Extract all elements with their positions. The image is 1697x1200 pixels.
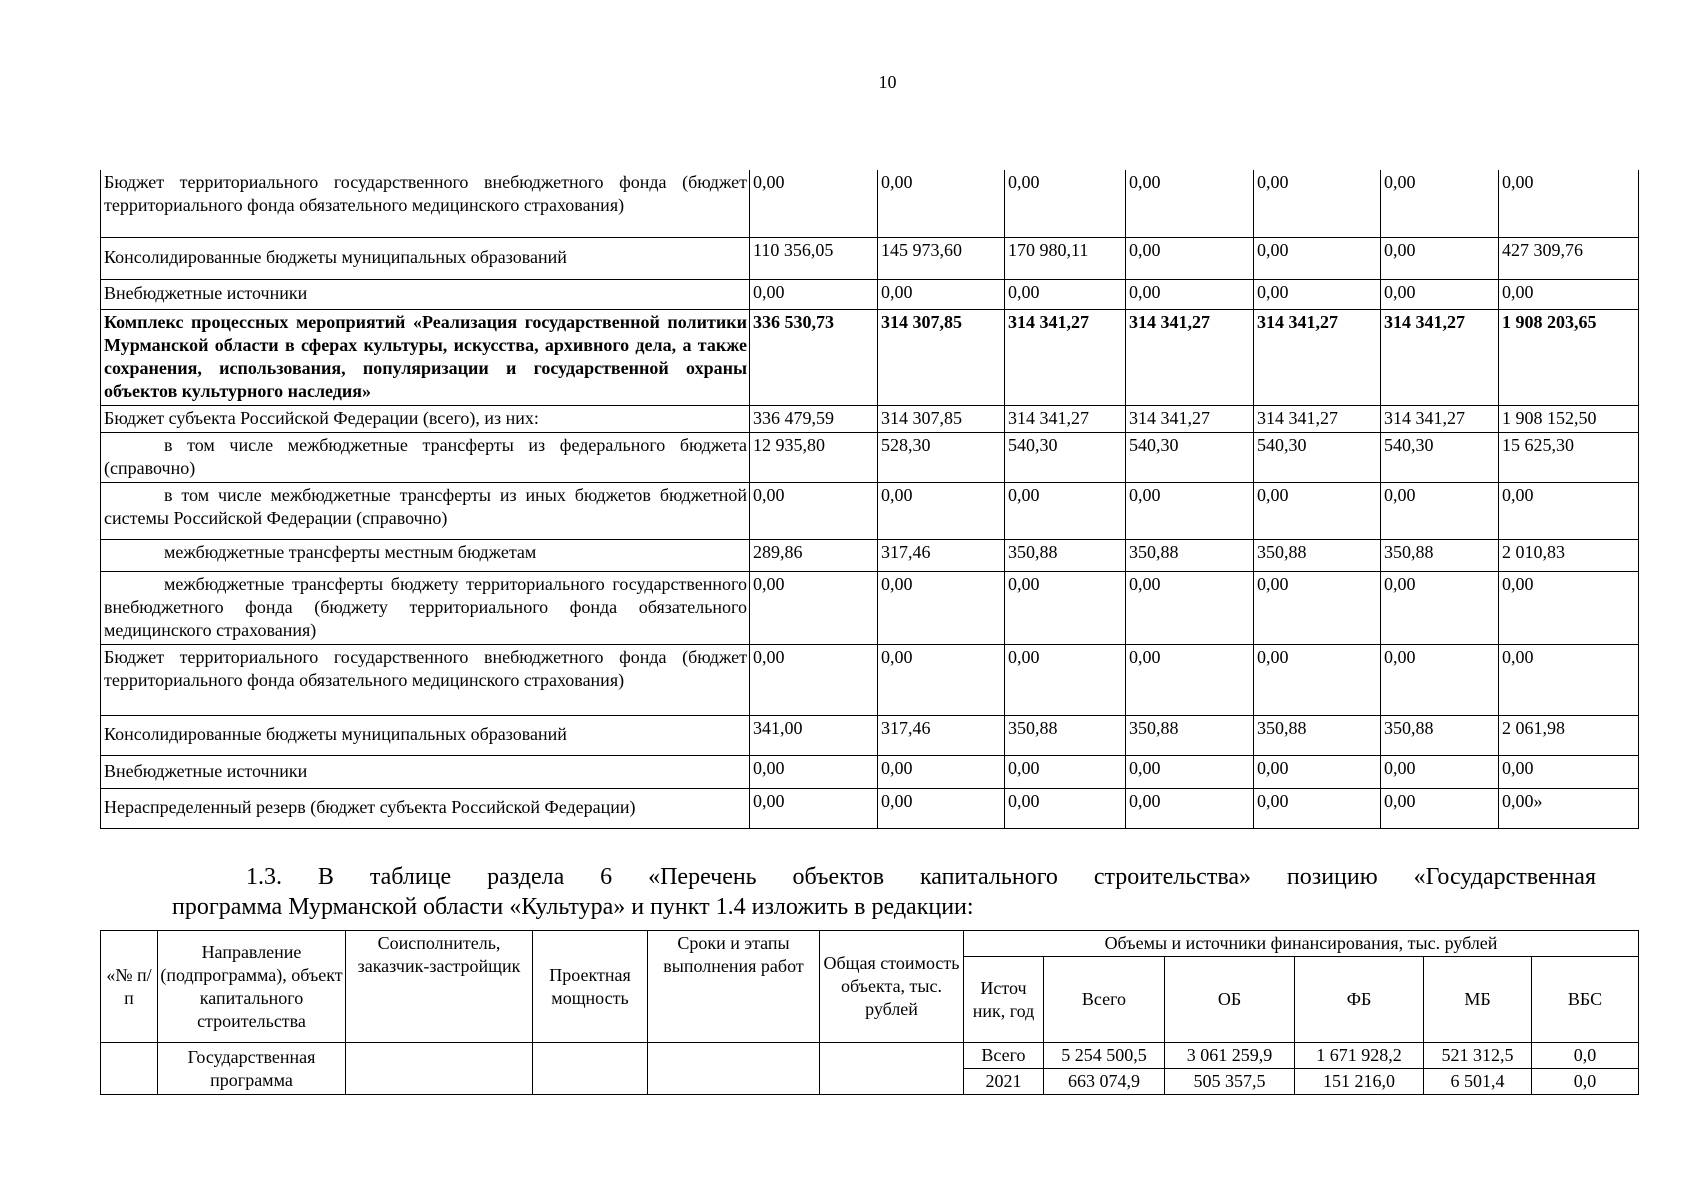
row-value: 314 341,27 [1126, 309, 1254, 405]
capital-header-row-1 [101, 931, 1639, 957]
row-value: 0,00 [1254, 482, 1381, 539]
financing-row [101, 309, 1639, 405]
row-value: 0,00 [750, 644, 878, 715]
row-value: 540,30 [1381, 432, 1499, 482]
row-value: 350,88 [1126, 715, 1254, 755]
row-value: 0,00 [878, 170, 1005, 237]
row-value: 0,00 [1381, 170, 1499, 237]
header-fb: ФБ [1295, 957, 1424, 1043]
financing-row [101, 170, 1639, 237]
row-value: 0,00 [1005, 755, 1126, 788]
financing-row [101, 788, 1639, 828]
page-number: 10 [878, 72, 897, 92]
row-value: 0,00 [750, 571, 878, 644]
financing-row [101, 571, 1639, 644]
row-value: 540,30 [1005, 432, 1126, 482]
row-value: 0,00 [1126, 571, 1254, 644]
row-label: Бюджет территориального государственного внебюджетного фонда (бюджет территориального фонда обязательного медицинского страхования) [101, 170, 750, 237]
row-value: 0,00 [1126, 755, 1254, 788]
row-label: межбюджетные трансферты бюджету территориального государственного внебюджетного фонда (бюджету территориального фонда обязательного медицинского страхования) [101, 571, 750, 644]
header-ob: ОБ [1165, 957, 1295, 1043]
row-value: 0,00 [878, 755, 1005, 788]
row-value: 0,00 [1005, 170, 1126, 237]
row-value: 0,00 [878, 788, 1005, 828]
row-value: 0,00 [878, 279, 1005, 309]
financing-row [101, 405, 1639, 432]
row-value: 540,30 [1126, 432, 1254, 482]
financing-table [100, 170, 1639, 829]
row-value: 0,00 [1254, 755, 1381, 788]
row-value: 314 307,85 [878, 309, 1005, 405]
row-value: 0,00 [1381, 644, 1499, 715]
row-value: 314 341,27 [1005, 405, 1126, 432]
row-value: 314 341,27 [1005, 309, 1126, 405]
row-value: 0,00 [750, 788, 878, 828]
cell-ob: 505 357,5 [1165, 1069, 1295, 1095]
cell-ob: 3 061 259,9 [1165, 1043, 1295, 1069]
cell-coexecutor [346, 1043, 533, 1095]
row-value: 0,00 [1381, 279, 1499, 309]
cell-fb: 1 671 928,2 [1295, 1043, 1424, 1069]
row-value: 2 010,83 [1499, 539, 1639, 571]
paragraph-line-1: 1.3. В таблице раздела 6 «Перечень объектов капитального строительства» позицию «Государственная [246, 864, 1596, 890]
row-value: 0,00 [750, 482, 878, 539]
row-value: 317,46 [878, 715, 1005, 755]
row-value: 0,00 [750, 170, 878, 237]
row-value: 0,00 [878, 482, 1005, 539]
row-label: Внебюджетные источники [101, 755, 750, 788]
row-value: 0,00 [1126, 788, 1254, 828]
cell-source: Всего [964, 1043, 1044, 1069]
financing-row [101, 755, 1639, 788]
row-value: 427 309,76 [1499, 237, 1639, 279]
row-value: 350,88 [1381, 715, 1499, 755]
row-value: 1 908 203,65 [1499, 309, 1639, 405]
header-mb: МБ [1424, 957, 1532, 1043]
row-value: 0,00 [1381, 482, 1499, 539]
header-cost: Общая стоимость объекта, тыс. рублей [820, 931, 964, 1043]
cell-terms [648, 1043, 820, 1095]
row-label: Внебюджетные источники [101, 279, 750, 309]
row-value: 336 530,73 [750, 309, 878, 405]
financing-row [101, 432, 1639, 482]
header-total: Всего [1044, 957, 1165, 1043]
paragraph-line-2: программа Мурманской области «Культура» и пункт 1.4 изложить в редакции: [172, 894, 974, 920]
cell-vbs: 0,0 [1532, 1069, 1639, 1095]
header-coexecutor: Соисполнитель, заказчик-застройщик [346, 931, 533, 1043]
row-value: 0,00 [1126, 644, 1254, 715]
row-value: 0,00 [1381, 571, 1499, 644]
row-value: 0,00 [1126, 237, 1254, 279]
row-value: 314 341,27 [1254, 309, 1381, 405]
cell-total: 663 074,9 [1044, 1069, 1165, 1095]
row-value: 145 973,60 [878, 237, 1005, 279]
row-value: 350,88 [1254, 539, 1381, 571]
row-value: 0,00 [1126, 170, 1254, 237]
header-vbs: ВБС [1532, 957, 1639, 1043]
row-value: 0,00 [1499, 755, 1639, 788]
row-value: 289,86 [750, 539, 878, 571]
row-label: Нераспределенный резерв (бюджет субъекта Российской Федерации) [101, 788, 750, 828]
capital-construction-table [100, 930, 1639, 1095]
row-value: 0,00 [1254, 279, 1381, 309]
row-value: 0,00 [1005, 788, 1126, 828]
row-label: в том числе межбюджетные трансферты из иных бюджетов бюджетной системы Российской Федерации (справочно) [101, 482, 750, 539]
financing-row [101, 644, 1639, 715]
cell-cost [820, 1043, 964, 1095]
cell-num [101, 1043, 158, 1095]
row-value: 12 935,80 [750, 432, 878, 482]
row-value: 350,88 [1254, 715, 1381, 755]
header-volumes: Объемы и источники финансирования, тыс. рублей [964, 931, 1639, 957]
row-label: Бюджет территориального государственного внебюджетного фонда (бюджет территориального фонда обязательного медицинского страхования) [101, 644, 750, 715]
row-label: Бюджет субъекта Российской Федерации (всего), из них: [101, 405, 750, 432]
financing-row [101, 237, 1639, 279]
row-value: 0,00 [1381, 788, 1499, 828]
row-value: 314 341,27 [1381, 309, 1499, 405]
row-value: 317,46 [878, 539, 1005, 571]
row-value: 15 625,30 [1499, 432, 1639, 482]
row-value: 0,00 [1499, 170, 1639, 237]
row-value: 0,00 [1254, 571, 1381, 644]
header-terms: Сроки и этапы выполнения работ [648, 931, 820, 1043]
row-value: 314 341,27 [1381, 405, 1499, 432]
row-value: 0,00» [1499, 788, 1639, 828]
financing-row [101, 482, 1639, 539]
row-value: 0,00 [878, 571, 1005, 644]
row-value: 350,88 [1005, 715, 1126, 755]
row-value: 350,88 [1381, 539, 1499, 571]
row-value: 0,00 [1499, 482, 1639, 539]
row-value: 0,00 [1126, 482, 1254, 539]
header-source-year: Источ ник, год [964, 957, 1044, 1043]
row-value: 314 341,27 [1126, 405, 1254, 432]
row-label: межбюджетные трансферты местным бюджетам [101, 539, 750, 571]
cell-mb: 521 312,5 [1424, 1043, 1532, 1069]
row-value: 0,00 [1005, 571, 1126, 644]
row-value: 0,00 [1499, 644, 1639, 715]
financing-row [101, 715, 1639, 755]
row-value: 314 307,85 [878, 405, 1005, 432]
financing-row [101, 539, 1639, 571]
cell-vbs: 0,0 [1532, 1043, 1639, 1069]
cell-mb: 6 501,4 [1424, 1069, 1532, 1095]
row-value: 0,00 [1005, 644, 1126, 715]
row-value: 0,00 [1005, 279, 1126, 309]
row-value: 0,00 [1499, 571, 1639, 644]
row-label: Комплекс процессных мероприятий «Реализация государственной политики Мурманской области в сферах культуры, искусства, архивного дела, а также сохранения, использования, популяризации и государственной охраны объектов культурного наследия» [101, 309, 750, 405]
row-value: 0,00 [750, 755, 878, 788]
cell-fb: 151 216,0 [1295, 1069, 1424, 1095]
row-value: 0,00 [1254, 237, 1381, 279]
row-value: 0,00 [878, 644, 1005, 715]
row-value: 170 980,11 [1005, 237, 1126, 279]
row-value: 336 479,59 [750, 405, 878, 432]
cell-capacity [533, 1043, 648, 1095]
row-value: 350,88 [1005, 539, 1126, 571]
row-value: 0,00 [1499, 279, 1639, 309]
row-value: 1 908 152,50 [1499, 405, 1639, 432]
row-value: 0,00 [1381, 237, 1499, 279]
row-value: 314 341,27 [1254, 405, 1381, 432]
capital-row-total [101, 1043, 1639, 1069]
row-value: 341,00 [750, 715, 878, 755]
header-direction: Направление (подпрограмма), объект капитального строительства [158, 931, 346, 1043]
row-value: 0,00 [1254, 788, 1381, 828]
row-value: 528,30 [878, 432, 1005, 482]
header-capacity: Проектная мощность [533, 931, 648, 1043]
row-value: 0,00 [1254, 644, 1381, 715]
row-label: Консолидированные бюджеты муниципальных образований [101, 237, 750, 279]
amendment-paragraph [172, 862, 1596, 922]
row-value: 0,00 [1381, 755, 1499, 788]
header-num: «№ п/п [101, 931, 158, 1043]
cell-source: 2021 [964, 1069, 1044, 1095]
cell-program: Государственная программа [158, 1043, 346, 1095]
row-value: 540,30 [1254, 432, 1381, 482]
cell-total: 5 254 500,5 [1044, 1043, 1165, 1069]
row-label: Консолидированные бюджеты муниципальных образований [101, 715, 750, 755]
row-value: 0,00 [1005, 482, 1126, 539]
row-value: 0,00 [1126, 279, 1254, 309]
row-value: 0,00 [1254, 170, 1381, 237]
row-value: 110 356,05 [750, 237, 878, 279]
row-label: в том числе межбюджетные трансферты из федерального бюджета (справочно) [101, 432, 750, 482]
financing-row [101, 279, 1639, 309]
row-value: 2 061,98 [1499, 715, 1639, 755]
row-value: 350,88 [1126, 539, 1254, 571]
row-value: 0,00 [750, 279, 878, 309]
